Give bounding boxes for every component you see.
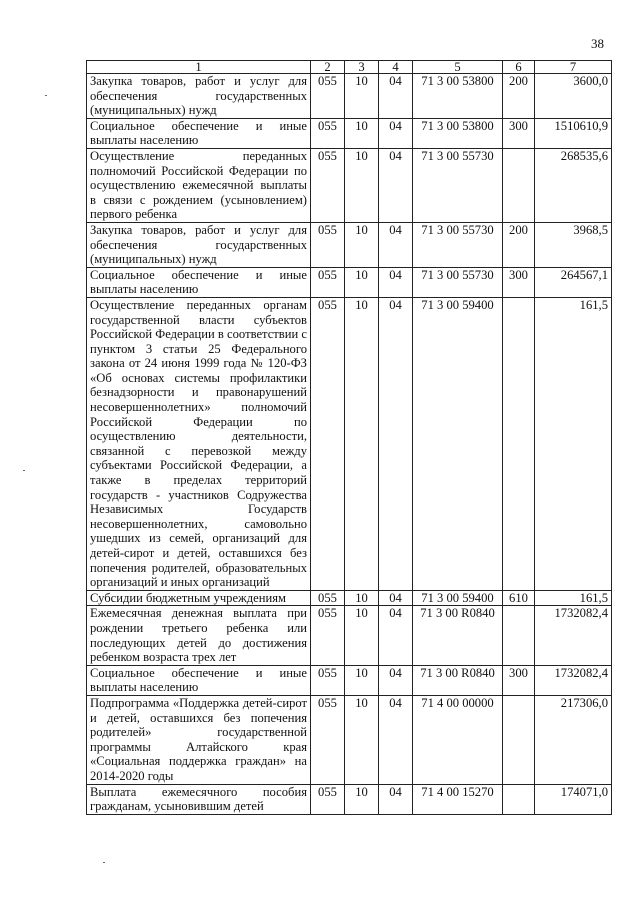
cell-ministry: 055 (311, 222, 345, 267)
cell-ministry: 055 (311, 784, 345, 814)
table-row (87, 665, 612, 695)
header-cell-4: 4 (379, 61, 413, 74)
cell-section: 10 (345, 590, 379, 606)
cell-type (503, 695, 535, 784)
header-cell-7: 7 (535, 61, 612, 74)
table-row (87, 784, 612, 814)
cell-ministry: 055 (311, 118, 345, 148)
cell-amount: 1732082,4 (535, 665, 612, 695)
table-row (87, 222, 612, 267)
cell-subsection: 04 (379, 665, 413, 695)
cell-amount: 174071,0 (535, 784, 612, 814)
cell-target: 71 3 00 59400 (413, 297, 503, 590)
table-row (87, 118, 612, 148)
cell-section: 10 (345, 74, 379, 119)
cell-type: 300 (503, 665, 535, 695)
header-cell-1: 1 (87, 61, 311, 74)
cell-name: Субсидии бюджетным учреждениям (87, 590, 311, 606)
cell-amount: 3600,0 (535, 74, 612, 119)
header-row (87, 61, 612, 74)
cell-amount: 1732082,4 (535, 606, 612, 665)
header-cell-2: 2 (311, 61, 345, 74)
cell-ministry: 055 (311, 590, 345, 606)
cell-section: 10 (345, 118, 379, 148)
table-row (87, 695, 612, 784)
cell-target: 71 3 00 R0840 (413, 665, 503, 695)
budget-table (86, 60, 612, 815)
cell-name: Социальное обеспечение и иные выплаты населению (87, 118, 311, 148)
cell-target: 71 3 00 59400 (413, 590, 503, 606)
cell-section: 10 (345, 665, 379, 695)
cell-section: 10 (345, 267, 379, 297)
cell-ministry: 055 (311, 74, 345, 119)
table-body (87, 74, 612, 815)
cell-name: Осуществление переданных органам государственной власти субъектов Российской Федерации в соответствии с пунктом 3 статьи 25 Федерального закона от 24 июня 1999 года № 120-ФЗ «Об основах системы профилактики безнадзорности и правонарушений несовершеннолетних» полномочий Российской Федерации по осуществлению деятельности, связанной с перевозкой между субъектами Российской Федерации, а также в пределах территорий государств - участников Содружества Независимых Государств несовершеннолетних, самовольно ушедших из семей, организаций для детей-сирот и детей, оставшихся без попечения родителей, образовательных организаций и иных организаций (87, 297, 311, 590)
cell-section: 10 (345, 784, 379, 814)
cell-subsection: 04 (379, 118, 413, 148)
header-cell-5: 5 (413, 61, 503, 74)
cell-subsection: 04 (379, 695, 413, 784)
cell-ministry: 055 (311, 297, 345, 590)
cell-subsection: 04 (379, 590, 413, 606)
cell-amount: 264567,1 (535, 267, 612, 297)
table-row (87, 74, 612, 119)
cell-type: 200 (503, 74, 535, 119)
header-cell-3: 3 (345, 61, 379, 74)
cell-amount: 3968,5 (535, 222, 612, 267)
cell-subsection: 04 (379, 267, 413, 297)
cell-type: 200 (503, 222, 535, 267)
cell-subsection: 04 (379, 297, 413, 590)
cell-subsection: 04 (379, 222, 413, 267)
cell-name: Подпрограмма «Поддержка детей-сирот и детей, оставшихся без попечения родителей» государственной программы Алтайского края «Социальная поддержка граждан» на 2014-2020 годы (87, 695, 311, 784)
header-cell-6: 6 (503, 61, 535, 74)
cell-target: 71 4 00 00000 (413, 695, 503, 784)
cell-section: 10 (345, 606, 379, 665)
cell-name: Социальное обеспечение и иные выплаты населению (87, 665, 311, 695)
cell-target: 71 4 00 15270 (413, 784, 503, 814)
cell-name: Выплата ежемесячного пособия гражданам, усыновившим детей (87, 784, 311, 814)
cell-type (503, 297, 535, 590)
cell-target: 71 3 00 55730 (413, 222, 503, 267)
table-row (87, 148, 612, 222)
cell-type: 300 (503, 267, 535, 297)
cell-type: 610 (503, 590, 535, 606)
page-number: 38 (591, 36, 604, 51)
table-row (87, 297, 612, 590)
cell-name: Социальное обеспечение и иные выплаты населению (87, 267, 311, 297)
cell-ministry: 055 (311, 267, 345, 297)
cell-type (503, 606, 535, 665)
cell-section: 10 (345, 148, 379, 222)
cell-target: 71 3 00 53800 (413, 118, 503, 148)
cell-target: 71 3 00 55730 (413, 148, 503, 222)
cell-ministry: 055 (311, 665, 345, 695)
cell-subsection: 04 (379, 606, 413, 665)
cell-name: Закупка товаров, работ и услуг для обеспечения государственных (муниципальных) нужд (87, 222, 311, 267)
cell-subsection: 04 (379, 784, 413, 814)
table-row (87, 606, 612, 665)
cell-amount: 1510610,9 (535, 118, 612, 148)
cell-section: 10 (345, 222, 379, 267)
cell-name: Осуществление переданных полномочий Российской Федерации по осуществлению ежемесячной выплаты в связи с рождением (усыновлением) первого ребенка (87, 148, 311, 222)
cell-amount: 161,5 (535, 590, 612, 606)
table-row (87, 590, 612, 606)
cell-type (503, 148, 535, 222)
table-row (87, 267, 612, 297)
cell-section: 10 (345, 297, 379, 590)
cell-type: 300 (503, 118, 535, 148)
cell-type (503, 784, 535, 814)
cell-subsection: 04 (379, 74, 413, 119)
cell-ministry: 055 (311, 606, 345, 665)
cell-target: 71 3 00 53800 (413, 74, 503, 119)
cell-target: 71 3 00 R0840 (413, 606, 503, 665)
cell-name: Закупка товаров, работ и услуг для обеспечения государственных (муниципальных) нужд (87, 74, 311, 119)
cell-amount: 268535,6 (535, 148, 612, 222)
cell-section: 10 (345, 695, 379, 784)
cell-ministry: 055 (311, 148, 345, 222)
cell-target: 71 3 00 55730 (413, 267, 503, 297)
cell-ministry: 055 (311, 695, 345, 784)
cell-name: Ежемесячная денежная выплата при рождении третьего ребенка или последующих детей до достижения ребенком возраста трех лет (87, 606, 311, 665)
cell-subsection: 04 (379, 148, 413, 222)
cell-amount: 217306,0 (535, 695, 612, 784)
cell-amount: 161,5 (535, 297, 612, 590)
